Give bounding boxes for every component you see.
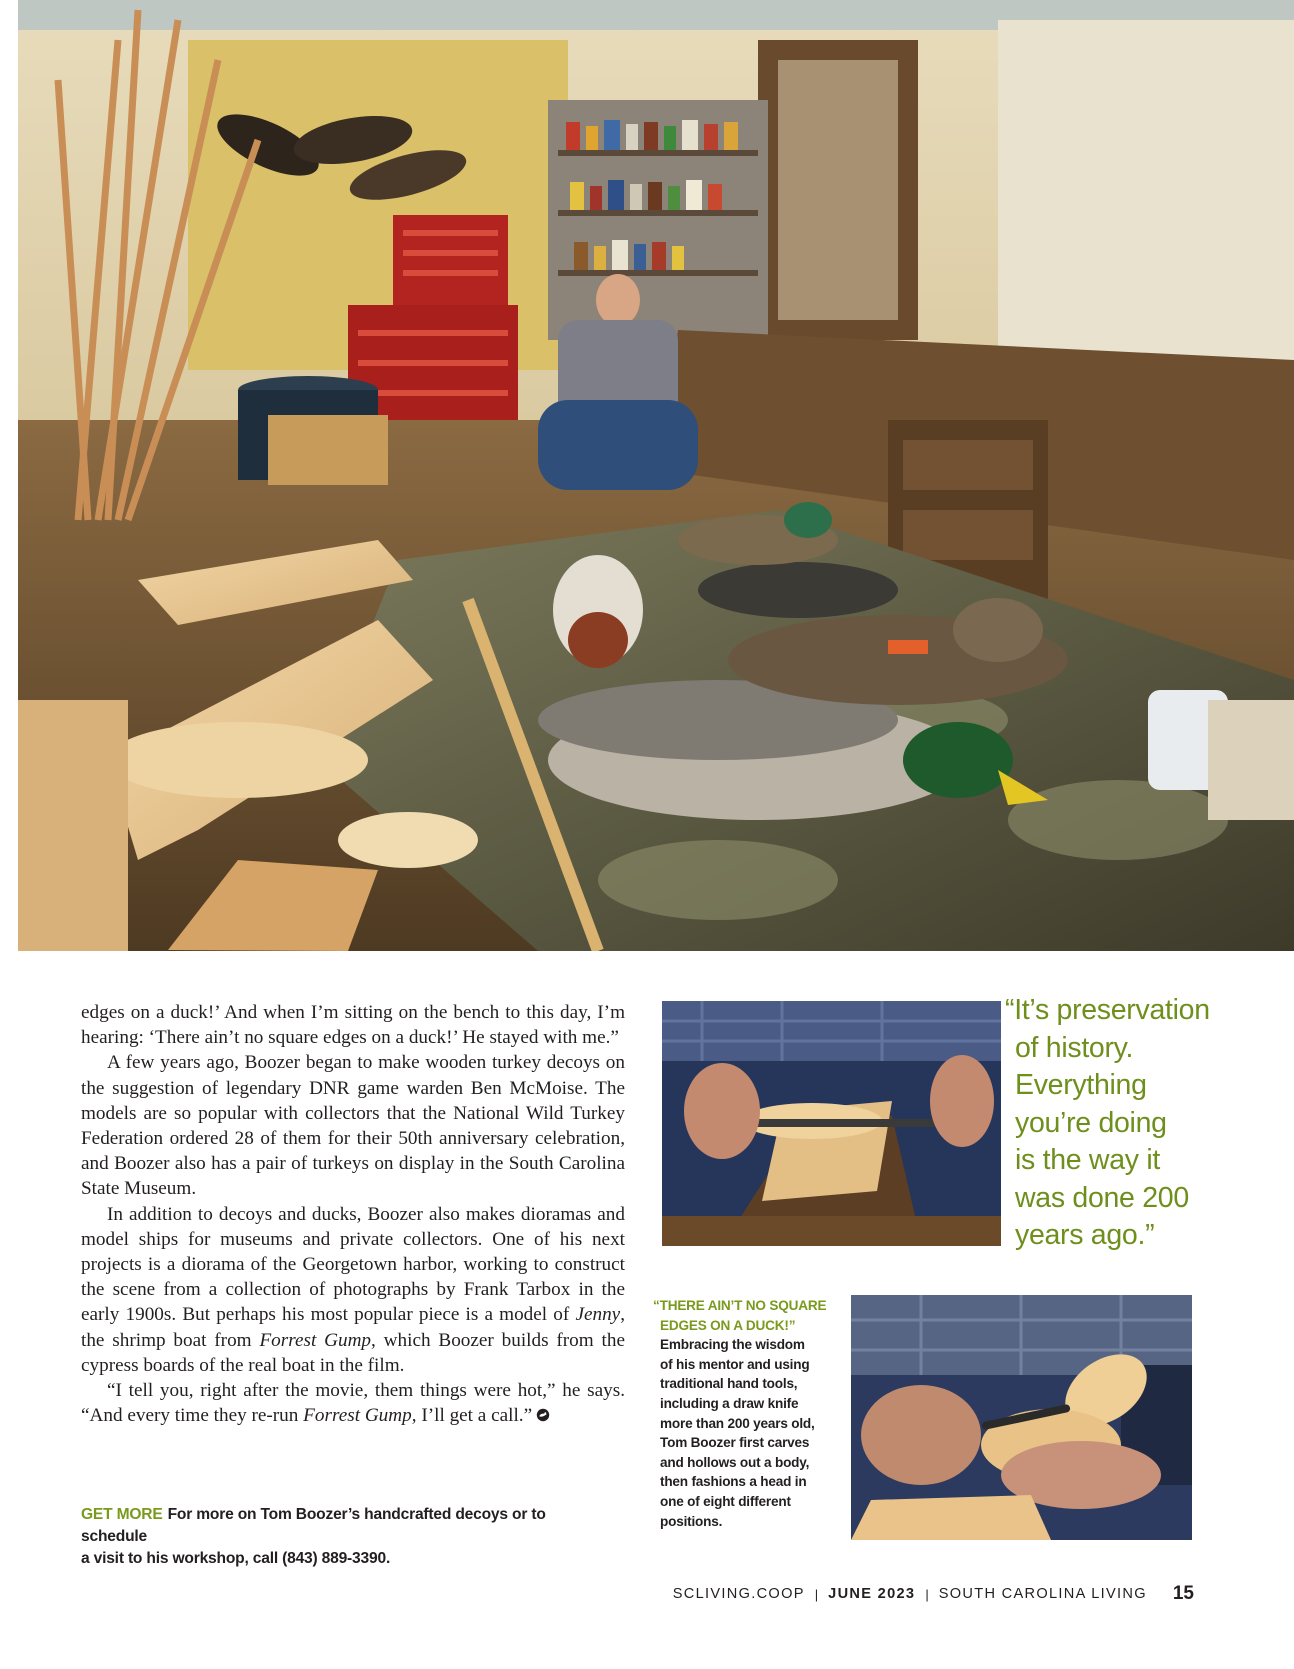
get-more-text-1: For more on Tom Boozer’s handcrafted decoys or to schedule: [81, 1506, 546, 1545]
body-paragraph-4: [81, 1378, 625, 1428]
caption-line-5: more than 200 years old,: [660, 1415, 815, 1431]
caption-line-6: Tom Boozer first carves: [660, 1435, 810, 1451]
pull-quote: [1005, 992, 1285, 1255]
pull-quote-line-7: years ago.”: [1015, 1219, 1155, 1251]
caption-line-1: Embracing the wisdom: [660, 1337, 805, 1353]
get-more-text-2: a visit to his workshop, call (843) 889-3390.: [81, 1550, 391, 1567]
photo-caption: [653, 1296, 839, 1531]
pull-quote-line-3: Everything: [1015, 1069, 1147, 1101]
caption-line-8: then fashions a head in: [660, 1474, 807, 1490]
page-footer: [673, 1584, 1194, 1604]
body-paragraph-2: A few years ago, Boozer began to make wooden turkey decoys on the suggestion of legendary DNR game warden Ben McMoise. The models are so popular with collectors that the National Wild Turkey Federation ordered 28 of them for their 50th anniversary celebration, and Boozer also has a pair of turkeys on display in the South Carolina State Museum.: [81, 1052, 625, 1200]
get-more-line-1: [81, 1504, 601, 1548]
carving-hands-illustration: [851, 1295, 1192, 1540]
body-paragraph-1: edges on a duck!’ And when I’m sitting on the bench to this day, I’m hearing: ‘There ain’t no square edges on a duck!’ He stayed with me.”: [81, 1002, 625, 1049]
body-p3-forrest-gump: Forrest Gump: [259, 1329, 372, 1351]
draw-knife-photo: [662, 1001, 1001, 1246]
body-p3-jenny: Jenny: [575, 1304, 621, 1326]
workshop-illustration: [18, 0, 1294, 951]
body-p3-text-b: , the shrimp boat from: [81, 1304, 625, 1351]
footer-magazine: SOUTH CAROLINA LIVING: [938, 1586, 1147, 1602]
caption-head-line-2: EDGES ON A DUCK!”: [660, 1317, 796, 1333]
get-more-box: [81, 1504, 601, 1570]
caption-line-3: traditional hand tools,: [660, 1376, 798, 1392]
pull-quote-line-2: of history.: [1015, 1031, 1134, 1064]
pull-quote-line-5: is the way it: [1015, 1144, 1160, 1176]
body-paragraph-3: [81, 1202, 625, 1378]
carving-hands-photo: [851, 1295, 1192, 1540]
body-p4-forrest-gump: Forrest Gump: [303, 1405, 412, 1427]
page-number: 15: [1172, 1583, 1194, 1604]
pull-quote-line-1: “It’s preservation: [1005, 994, 1210, 1026]
pull-quote-line-4: you’re doing: [1015, 1106, 1167, 1139]
caption-headline: [653, 1296, 839, 1335]
end-mark-icon: [536, 1408, 550, 1422]
footer-date: JUNE 2023: [828, 1586, 916, 1602]
body-p4-text-a: “I tell you, right after the movie, them things were hot,” he says. “And every time they re-run: [81, 1380, 625, 1427]
footer-site: SCLIVING.COOP: [672, 1586, 805, 1602]
caption-body: [653, 1335, 839, 1531]
caption-line-10: positions.: [660, 1513, 723, 1529]
caption-line-2: of his mentor and using: [660, 1356, 810, 1372]
draw-knife-illustration: [662, 1001, 1001, 1246]
article-body: [81, 1000, 625, 1428]
caption-line-7: and hollows out a body,: [660, 1454, 810, 1470]
caption-head-line-1: “THERE AIN’T NO SQUARE: [653, 1298, 827, 1313]
footer-separator-2: |: [925, 1586, 929, 1602]
footer-separator-1: |: [814, 1586, 819, 1602]
workshop-photo: [18, 0, 1294, 951]
get-more-label: GET MORE: [81, 1506, 163, 1523]
caption-line-9: one of eight different: [660, 1493, 791, 1509]
body-p4-text-b: , I’ll get a call.”: [411, 1405, 533, 1427]
pull-quote-line-6: was done 200: [1015, 1181, 1189, 1214]
body-p3-text-a: In addition to decoys and ducks, Boozer also makes dioramas and model ships for museums and private collectors. One of his next projects is a diorama of the Georgetown harbor, working to construct the scene from a collection of photographs by Frank Tarbox in the early 1900s. But perhaps his most popular piece is a model of: [81, 1203, 625, 1326]
body-p3-text-c: , which Boozer builds from the cypress boards of the real boat in the film.: [81, 1329, 625, 1376]
caption-line-4: including a draw knife: [660, 1395, 799, 1411]
